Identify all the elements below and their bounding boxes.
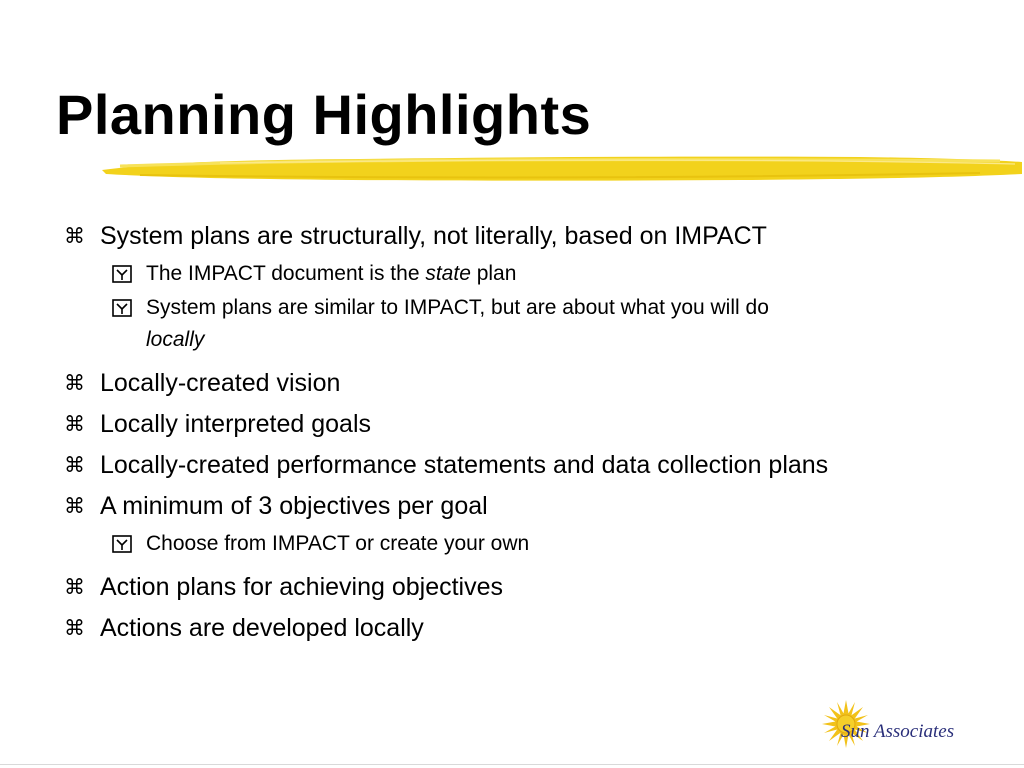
command-key-icon: ⌘	[64, 575, 85, 599]
bullet-text: Locally interpreted goals	[100, 410, 371, 438]
command-key-icon: ⌘	[64, 453, 85, 477]
logo-text: Sun Associates	[841, 721, 955, 742]
bullet-text: Action plans for achieving objectives	[100, 573, 504, 601]
command-key-icon: ⌘	[64, 371, 85, 395]
bullet-item	[62, 217, 1002, 255]
bullet-item	[62, 405, 1002, 443]
bullet-text: A minimum of 3 objectives per goal	[100, 492, 488, 520]
emphasis-text: state	[425, 262, 471, 285]
bottom-divider	[0, 764, 1024, 765]
title-underline-brushstroke	[100, 148, 1024, 188]
sub-bullet-item	[62, 528, 1002, 560]
sub-bullet-item	[62, 292, 1002, 356]
checkbox-y-icon	[112, 299, 132, 317]
bullet-text: Locally-created performance statements and data collection plans	[100, 451, 829, 479]
sub-bullet-item	[62, 258, 1002, 290]
bullet-list	[62, 217, 1002, 647]
bullet-item	[62, 568, 1002, 606]
command-key-icon: ⌘	[64, 616, 85, 640]
sub-bullet-text: System plans are similar to IMPACT, but are about what you will do	[146, 296, 769, 319]
emphasis-text: locally	[146, 328, 205, 351]
slide-title: Planning Highlights	[56, 83, 592, 146]
command-key-icon: ⌘	[64, 412, 85, 436]
bullet-text: System plans are structurally, not literally, based on IMPACT	[100, 222, 767, 250]
sub-bullet-text: Choose from IMPACT or create your own	[146, 532, 530, 555]
sub-bullet-text-end: plan	[470, 262, 517, 285]
bullet-item	[62, 609, 1002, 647]
bullet-text: Actions are developed locally	[100, 614, 424, 642]
bullet-item	[62, 364, 1002, 402]
sub-bullet-text: The IMPACT document is the	[146, 262, 426, 285]
bullet-item	[62, 446, 1002, 484]
command-key-icon: ⌘	[64, 224, 85, 248]
command-key-icon: ⌘	[64, 494, 85, 518]
checkbox-y-icon	[112, 265, 132, 283]
checkbox-y-icon	[112, 535, 132, 553]
bullet-text: Locally-created vision	[100, 369, 341, 397]
bullet-item	[62, 487, 1002, 525]
